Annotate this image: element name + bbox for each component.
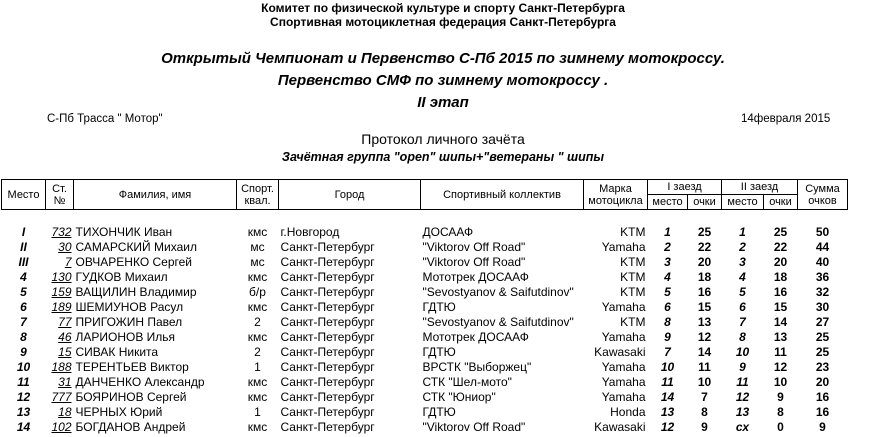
sum-cell: 30 (815, 300, 830, 314)
name-cell: ДАНЧЕНКО Александр (75, 375, 205, 389)
city-cell: г.Новгород (280, 225, 340, 239)
heat1-points-cell: 12 (697, 330, 712, 344)
col-sum: Сумма очков (798, 180, 848, 210)
number-cell: 15 (58, 345, 72, 359)
place-cell: 6 (20, 300, 27, 314)
heat2-position-cell: 13 (735, 405, 750, 419)
heat1-position-cell: 14 (660, 390, 675, 404)
sum-cell: 16 (815, 390, 830, 404)
heat1-position-cell: 11 (661, 375, 674, 389)
number-cell: 31 (58, 375, 72, 389)
heat1-position-cell: 12 (660, 420, 675, 434)
heat1-points-cell: 10 (697, 375, 712, 389)
bike-cell: Honda (610, 405, 646, 419)
city-cell: Санкт-Петербург (280, 300, 375, 314)
bike-cell: Yamaha (601, 300, 646, 314)
number-cell: 18 (58, 405, 72, 419)
rank-cell: 1 (254, 360, 261, 374)
place-cell: 13 (16, 405, 31, 419)
city-cell: Санкт-Петербург (280, 270, 375, 284)
name-cell: ОВЧАРЕНКО Сергей (75, 255, 193, 269)
event-title: Открытый Чемпионат и Первенство С-Пб 2015 по зимнему мотокроссу. (161, 50, 725, 67)
team-cell: "Viktorov Off Road" (422, 255, 526, 269)
spacer-row (2, 210, 848, 226)
rank-cell: кмс (247, 420, 268, 434)
heat2-points-cell: 14 (773, 315, 788, 329)
sum-cell: 25 (815, 330, 830, 344)
number-cell: 777 (51, 390, 72, 404)
table-row (2, 330, 848, 345)
bike-cell: Yamaha (601, 360, 646, 374)
bike-cell: KTM (620, 285, 646, 299)
number-cell: 188 (51, 360, 72, 374)
city-cell: Санкт-Петербург (280, 420, 375, 434)
sum-cell: 40 (815, 255, 830, 269)
heat2-points-cell: 20 (773, 255, 788, 269)
heat2-points-cell: 11 (774, 345, 787, 359)
bike-cell: KTM (620, 270, 646, 284)
place-cell: II (20, 240, 27, 254)
sum-cell: 36 (815, 270, 830, 284)
city-cell: Санкт-Петербург (280, 285, 375, 299)
col-name: Фамилия, имя (74, 180, 237, 210)
rank-cell: 2 (254, 315, 261, 329)
team-cell: Мототрек ДОСААФ (422, 330, 529, 344)
heat2-points-cell: 16 (773, 285, 788, 299)
name-cell: ГУДКОВ Михаил (75, 270, 168, 284)
city-cell: Санкт-Петербург (280, 345, 375, 359)
heat1-points-cell: 9 (701, 420, 708, 434)
heat1-points-cell: 7 (701, 390, 708, 404)
team-cell: "Viktorov Off Road" (422, 240, 526, 254)
table-row (2, 420, 848, 435)
heat1-position-cell: 13 (660, 405, 675, 419)
date-label: 14февраля 2015 (741, 113, 831, 125)
table-row (2, 315, 848, 330)
heat1-points-cell: 16 (697, 285, 712, 299)
heat1-points-cell: 13 (697, 315, 712, 329)
col-heat2: II заезд (722, 180, 798, 195)
heat2-points-cell: 22 (773, 240, 788, 254)
sum-cell: 9 (819, 420, 826, 434)
location-label: С-Пб Трасса " Мотор" (47, 113, 163, 125)
col-heat1-pos: место (648, 195, 688, 210)
number-cell: 189 (51, 300, 72, 314)
number-cell: 30 (58, 240, 72, 254)
heat2-points-cell: 10 (773, 375, 788, 389)
team-cell: "Sevostyanov & Saifutdinov" (422, 315, 574, 329)
table-row (2, 240, 848, 255)
col-bike: Марка мотоцикла (584, 180, 648, 210)
city-cell: Санкт-Петербург (280, 240, 375, 254)
heat2-points-cell: 25 (773, 225, 788, 239)
committee-name: Комитет по физической культуре и спорту Санкт-Петербурга (261, 1, 625, 15)
heat2-position-cell: 3 (739, 255, 746, 269)
table-row (2, 270, 848, 285)
place-cell: 4 (20, 270, 27, 284)
rank-cell: 2 (254, 345, 261, 359)
name-cell: ЧЕРНЫХ Юрий (75, 405, 163, 419)
col-rank: Спорт. квал. (237, 180, 279, 210)
bike-cell: Yamaha (601, 375, 646, 389)
rank-cell: кмс (247, 270, 268, 284)
heat2-points-cell: 0 (777, 420, 784, 434)
col-number: Ст. № (46, 180, 74, 210)
team-cell: ДОСААФ (422, 225, 474, 239)
team-cell: Мототрек ДОСААФ (422, 270, 529, 284)
heat2-position-cell: 10 (735, 345, 750, 359)
heat2-position-cell: 8 (739, 330, 746, 344)
sum-cell: 27 (815, 315, 830, 329)
sum-cell: 32 (815, 285, 830, 299)
sum-cell: 44 (815, 240, 830, 254)
team-cell: ГДТЮ (422, 345, 456, 359)
col-team: Спортивный коллектив (421, 180, 584, 210)
bike-cell: Yamaha (601, 390, 646, 404)
heat1-position-cell: 8 (664, 315, 671, 329)
heat1-points-cell: 14 (697, 345, 712, 359)
col-heat1-pts: очки (688, 195, 722, 210)
heat2-points-cell: 18 (773, 270, 788, 284)
rank-cell: кмс (247, 390, 268, 404)
city-cell: Санкт-Петербург (280, 330, 375, 344)
name-cell: БОЯРИНОВ Сергей (75, 390, 187, 404)
heat2-points-cell: 8 (777, 405, 784, 419)
rank-cell: мс (250, 255, 265, 269)
name-cell: ЛАРИОНОВ Илья (75, 330, 176, 344)
table-row (2, 405, 848, 420)
name-cell: ВАЩИЛИН Владимир (75, 285, 197, 299)
place-cell: III (18, 255, 29, 269)
name-cell: ПРИГОЖИН Павел (75, 315, 183, 329)
number-cell: 732 (51, 225, 72, 239)
team-cell: "Sevostyanov & Saifutdinov" (422, 285, 574, 299)
bike-cell: KTM (620, 315, 646, 329)
sum-cell: 20 (815, 375, 830, 389)
col-heat1: I заезд (648, 180, 722, 195)
bike-cell: Kawasaki (594, 345, 646, 359)
place-cell: 9 (20, 345, 27, 359)
header-row (2, 180, 848, 195)
heat1-points-cell: 18 (697, 270, 712, 284)
table-row (2, 285, 848, 300)
number-cell: 159 (51, 285, 72, 299)
rank-cell: 1 (254, 405, 261, 419)
group-title: Зачётная группа "open" шипы+"ветераны " шипы (281, 150, 605, 164)
name-cell: ТИХОНЧИК Иван (75, 225, 173, 239)
place-cell: 7 (20, 315, 27, 329)
rank-cell: б/р (249, 285, 266, 299)
heat1-position-cell: 9 (664, 330, 671, 344)
place-cell: 14 (16, 420, 31, 434)
number-cell: 130 (51, 270, 72, 284)
rank-cell: кмс (247, 330, 268, 344)
team-cell: ГДТЮ (422, 405, 456, 419)
team-cell: СТК "Юниор" (422, 390, 496, 404)
name-cell: ТЕРЕНТЬЕВ Виктор (75, 360, 189, 374)
place-cell: 11 (17, 375, 30, 389)
heat1-points-cell: 8 (701, 405, 708, 419)
bike-cell: KTM (620, 225, 646, 239)
heat1-position-cell: 7 (664, 345, 671, 359)
heat2-position-cell: 4 (739, 270, 746, 284)
heat1-position-cell: 10 (660, 360, 675, 374)
rank-cell: мс (250, 240, 265, 254)
heat2-position-cell: 12 (735, 390, 750, 404)
heat2-position-cell: 1 (739, 225, 746, 239)
heat1-points-cell: 11 (698, 360, 711, 374)
heat1-position-cell: 2 (664, 240, 671, 254)
heat2-position-cell: 2 (739, 240, 746, 254)
place-cell: 8 (20, 330, 27, 344)
number-cell: 7 (64, 255, 72, 269)
name-cell: БОГДАНОВ Андрей (75, 420, 186, 434)
protocol-title: Протокол личного зачёта (361, 131, 525, 147)
city-cell: Санкт-Петербург (280, 405, 375, 419)
heat2-position-cell: 9 (739, 360, 746, 374)
heat2-points-cell: 9 (777, 390, 784, 404)
heat2-points-cell: 12 (773, 360, 788, 374)
heat1-points-cell: 20 (697, 255, 712, 269)
table-row (2, 300, 848, 315)
place-cell: 12 (16, 390, 31, 404)
table-row (2, 390, 848, 405)
table-row (2, 375, 848, 390)
heat1-position-cell: 4 (664, 270, 671, 284)
bike-cell: KTM (620, 255, 646, 269)
heat1-position-cell: 3 (664, 255, 671, 269)
bike-cell: Yamaha (601, 330, 646, 344)
name-cell: САМАРСКИЙ Михаил (75, 240, 197, 254)
table-row (2, 225, 848, 240)
table-row (2, 360, 848, 375)
sum-cell: 50 (815, 225, 830, 239)
federation-name: Спортивная мотоциклетная федерация Санкт-Петербурга (270, 15, 616, 29)
col-place: Место (2, 180, 46, 210)
rank-cell: кмс (247, 225, 268, 239)
heat2-position-cell: сх (735, 420, 750, 434)
number-cell: 77 (58, 315, 72, 329)
heat2-points-cell: 15 (773, 300, 788, 314)
heat2-position-cell: 7 (739, 315, 746, 329)
heat2-position-cell: 5 (739, 285, 746, 299)
team-cell: ВРСТК "Выборжец" (422, 360, 532, 374)
heat2-position-cell: 11 (736, 375, 749, 389)
sum-cell: 25 (815, 345, 830, 359)
heat1-position-cell: 6 (664, 300, 671, 314)
bike-cell: Kawasaki (594, 420, 646, 434)
city-cell: Санкт-Петербург (280, 360, 375, 374)
heat2-position-cell: 6 (739, 300, 746, 314)
heat1-position-cell: 5 (664, 285, 671, 299)
heat1-points-cell: 25 (697, 225, 712, 239)
team-cell: СТК "Шел-мото" (422, 375, 512, 389)
name-cell: ШЕМИУНОВ Расул (75, 300, 184, 314)
col-heat2-pos: место (722, 195, 764, 210)
heat1-position-cell: 1 (664, 225, 671, 239)
number-cell: 46 (58, 330, 72, 344)
stage-label: II этап (417, 94, 469, 111)
sum-cell: 16 (815, 405, 830, 419)
heat2-points-cell: 13 (773, 330, 788, 344)
city-cell: Санкт-Петербург (280, 375, 375, 389)
heat1-points-cell: 15 (697, 300, 712, 314)
team-cell: "Viktorov Off Road" (422, 420, 526, 434)
heat1-points-cell: 22 (697, 240, 712, 254)
number-cell: 102 (51, 420, 72, 434)
results-table (1, 179, 848, 435)
city-cell: Санкт-Петербург (280, 255, 375, 269)
bike-cell: Yamaha (601, 240, 646, 254)
place-cell: I (21, 225, 26, 239)
city-cell: Санкт-Петербург (280, 390, 375, 404)
col-heat2-pts: очки (764, 195, 798, 210)
place-cell: 5 (20, 285, 27, 299)
city-cell: Санкт-Петербург (280, 315, 375, 329)
team-cell: ГДТЮ (422, 300, 456, 314)
event-subtitle: Первенство СМФ по зимнему мотокроссу . (277, 72, 609, 89)
col-city: Город (279, 180, 421, 210)
place-cell: 10 (16, 360, 31, 374)
rank-cell: кмс (247, 375, 268, 389)
table-row (2, 345, 848, 360)
rank-cell: кмс (247, 300, 268, 314)
name-cell: СИВАК Никита (75, 345, 159, 359)
table-row (2, 255, 848, 270)
sum-cell: 23 (815, 360, 830, 374)
